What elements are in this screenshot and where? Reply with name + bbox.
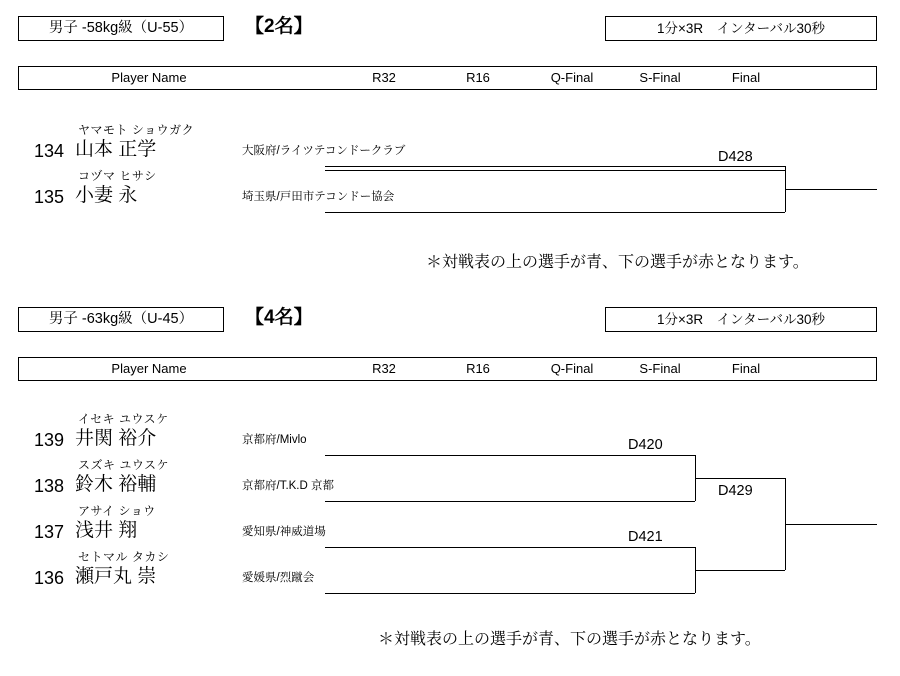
bracket-line-horizontal [325,455,695,456]
column-header-final: Final [731,361,761,376]
column-header-r32: R32 [372,70,396,85]
entry-bib-number: 136 [33,568,64,588]
match-code: D429 [718,483,753,499]
bracket-entry [0,166,700,212]
division-title: 男子 -58kg級（U-55） [18,16,224,41]
column-header-qfinal: Q-Final [550,361,594,376]
entry-name: 瀬戸丸 崇 [75,566,157,587]
entry-bib-number: 134 [33,141,64,161]
column-header-qfinal: Q-Final [550,70,594,85]
bracket-entry [0,120,700,166]
entry-club: 京都府/T.K.D 京都 [242,480,335,492]
footnote: ＊対戦表の上の選手が青、下の選手が赤となります。 [378,631,761,648]
entry-name: 浅井 翔 [75,520,138,541]
bracket-entry [0,409,700,455]
column-header-sfinal: S-Final [639,70,681,85]
column-header-r32: R32 [372,361,396,376]
entry-name: 井関 裕介 [75,428,157,449]
entry-name-kana: スズキ ユウスケ [78,458,169,472]
match-code: D428 [718,149,753,165]
entry-club: 愛知県/神威道場 [242,526,326,538]
footnote: ＊対戦表の上の選手が青、下の選手が赤となります。 [426,254,809,271]
entry-bib-number: 139 [33,430,64,450]
entry-bib-number: 137 [33,522,64,542]
section-header [0,291,900,328]
bracket-entry [0,547,700,593]
column-header-r16: R16 [466,361,490,376]
entry-bib-number: 135 [33,187,64,207]
bracket-line-horizontal [325,501,695,502]
bracket-entry [0,501,700,547]
bracket-area [0,401,900,611]
column-header-sfinal: S-Final [639,361,681,376]
entry-club: 愛媛県/烈蹴会 [242,572,315,584]
entry-name-kana: コヅマ ヒサシ [78,169,157,183]
bracket-line-horizontal [325,166,785,167]
entry-name: 鈴木 裕輔 [75,474,157,495]
column-header-bar [18,66,877,90]
bracket-line-horizontal [325,593,695,594]
division-section-2 [0,291,900,648]
entry-club: 京都府/Mivlo [242,434,307,446]
column-header-final: Final [731,70,761,85]
entry-name-kana: ヤマモト ショウガク [78,123,195,137]
match-code: D420 [628,437,663,453]
column-header-player-name: Player Name [111,361,187,376]
column-header-bar [18,357,877,381]
entry-bib-number: 138 [33,476,64,496]
bracket-line-horizontal [325,547,695,548]
entry-name-kana: セトマル タカシ [78,550,170,564]
bracket-line-horizontal [785,524,877,525]
bracket-line-horizontal [785,189,877,190]
bracket-entry [0,455,700,501]
entry-count: 【2名】 [245,16,313,37]
entry-name: 小妻 永 [75,185,138,206]
column-header-player-name: Player Name [111,70,187,85]
bracket-line-horizontal [695,570,785,571]
division-title: 男子 -63kg級（U-45） [18,307,224,332]
match-timing: 1分×3R インターバル30秒 [605,16,877,41]
bracket-line-horizontal [695,478,785,479]
entry-name-kana: イセキ ユウスケ [78,412,169,426]
match-timing: 1分×3R インターバル30秒 [605,307,877,332]
match-code: D421 [628,529,663,545]
division-section-1 [0,0,900,271]
entry-name: 山本 正学 [75,139,157,160]
column-header-r16: R16 [466,70,490,85]
bracket-line-horizontal [325,212,785,213]
entry-name-kana: アサイ ショウ [78,504,156,518]
entry-count: 【4名】 [245,307,313,328]
entry-club: 埼玉県/戸田市テコンドー協会 [242,191,395,203]
bracket-line-horizontal [325,170,785,171]
bracket-area [0,110,900,230]
entry-club: 大阪府/ライツテコンドークラブ [242,145,406,157]
section-header [0,0,900,37]
